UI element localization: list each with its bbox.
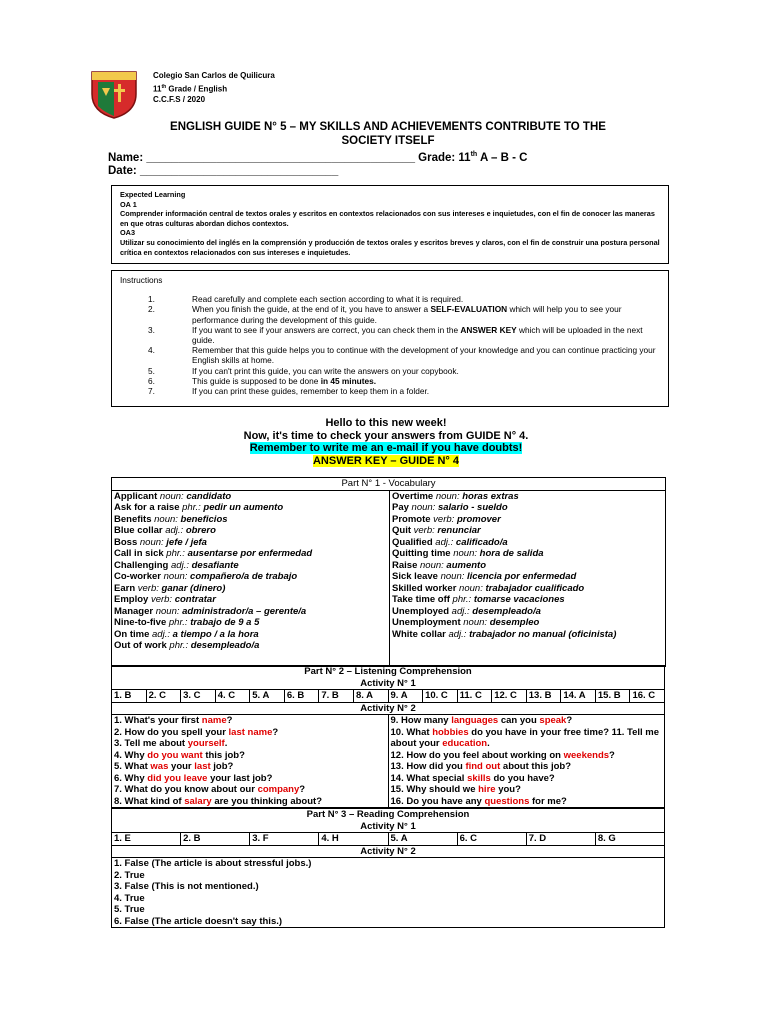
- vocab-word: Qualified: [392, 536, 433, 548]
- vocab-word: Blue collar: [114, 525, 163, 536]
- vocab-entry: [114, 502, 387, 514]
- vocab-word: Benefits: [114, 513, 152, 525]
- vocab-pos: adj.:: [149, 628, 173, 640]
- reading-answer: 1. E: [112, 833, 181, 846]
- question-line: 2. How do you spell your last name?: [114, 726, 279, 738]
- instruction-text: Remember that this guide helps you to continue with the development of your knowledge and you can continue practicing your English skills at home.: [192, 345, 656, 366]
- instruction-item: [120, 386, 660, 396]
- vocab-entry: [114, 548, 387, 560]
- reading-answer: 7. D: [526, 833, 595, 846]
- reading-answer: 5. A: [388, 833, 457, 846]
- question-keyword: languages: [451, 715, 499, 726]
- reading-answer-line: 3. False (This is not mentioned.): [114, 881, 259, 892]
- vocab-word: On time: [114, 628, 150, 640]
- vocab-pos: verb:: [411, 525, 438, 536]
- question-keyword: hire: [478, 784, 496, 795]
- vocab-pos: phr.:: [163, 548, 188, 559]
- vocab-pos: adj.:: [162, 525, 186, 536]
- vocab-meaning: contratar: [174, 594, 216, 605]
- vocab-entry: [392, 525, 663, 537]
- question-keyword: do you want: [147, 749, 203, 761]
- question-keyword: questions: [484, 795, 530, 807]
- question-keyword: last: [194, 761, 211, 772]
- vocab-word: Overtime: [392, 490, 434, 502]
- vocab-meaning: jefe / jefa: [166, 536, 207, 548]
- vocab-pos: adj.:: [449, 605, 473, 617]
- vocab-word: Promote: [392, 513, 431, 525]
- vocab-meaning: salario - sueldo: [437, 502, 508, 513]
- listening-answer: 7. B: [319, 690, 354, 703]
- listening-answer: 8. A: [353, 690, 388, 703]
- vocab-pos: adj.:: [445, 628, 470, 640]
- instruction-item: [120, 294, 660, 304]
- vocab-meaning: ganar (dinero): [161, 582, 226, 594]
- reading-answer: 3. F: [250, 833, 319, 846]
- vocab-meaning: desempleado/a: [190, 640, 260, 651]
- question-keyword: education: [442, 738, 488, 749]
- vocab-pos: phr.:: [166, 640, 191, 651]
- part3-activity2: Activity N° 2: [112, 845, 665, 858]
- question-line: 3. Tell me about yourself.: [114, 738, 228, 749]
- vocab-pos: noun:: [456, 582, 486, 594]
- vocab-pos: noun:: [450, 548, 480, 559]
- vocab-pos: phr.:: [179, 502, 204, 513]
- instruction-item: [120, 325, 660, 345]
- vocab-pos: verb:: [430, 513, 457, 525]
- vocab-meaning: promover: [456, 513, 501, 525]
- question-keyword: was: [150, 761, 169, 772]
- vocab-meaning: trabajador cualificado: [485, 582, 585, 594]
- vocab-pos: noun:: [437, 571, 468, 582]
- question-line: 4. Why do you want this job?: [114, 749, 245, 761]
- vocab-meaning: desafiante: [191, 559, 239, 571]
- vocab-meaning: licencia por enfermedad: [467, 571, 577, 582]
- vocab-entry: [392, 548, 663, 560]
- question-line: 9. How many languages can you speak?: [390, 715, 573, 726]
- vocab-pos: noun:: [137, 536, 167, 548]
- part2-title: Part N° 2 – Listening Comprehension: [112, 666, 665, 678]
- vocab-pos: adj.:: [432, 536, 456, 548]
- greeting-line-2: Now, it's time to check your answers from GUIDE N° 4.: [243, 429, 529, 442]
- vocab-meaning: pedir un aumento: [203, 502, 284, 513]
- listening-answer: 16. C: [630, 690, 665, 703]
- vocab-entry: [114, 514, 387, 526]
- vocab-pos: noun:: [408, 502, 438, 513]
- vocab-word: Skilled worker: [392, 582, 457, 594]
- vocab-pos: noun:: [460, 617, 490, 628]
- vocab-entry: [114, 583, 387, 595]
- vocab-word: Unemployed: [392, 605, 450, 617]
- listening-answer: 15. B: [595, 690, 630, 703]
- instruction-text: If you can't print this guide, you can write the answers on your copybook.: [192, 365, 459, 376]
- part3-activity1: Activity N° 1: [112, 821, 665, 833]
- instruction-item: [120, 345, 660, 365]
- vocab-entry: [392, 537, 663, 549]
- question-line: 12. How do you feel about working on weekends?: [390, 749, 615, 761]
- greeting-line-3: Remember to write me an e-mail if you have doubts!: [249, 442, 523, 454]
- vocab-meaning: renunciar: [437, 525, 481, 536]
- date-line: Date: _______________________________: [108, 164, 339, 177]
- question-keyword: skills: [467, 772, 491, 784]
- question-line: 14. What special skills do you have?: [390, 772, 555, 784]
- vocab-entry: [392, 502, 663, 514]
- vocab-word: Nine-to-five: [114, 617, 167, 628]
- instruction-item: [120, 376, 660, 386]
- listening-answer: 5. A: [250, 690, 285, 703]
- question-line: 5. What was your last job?: [114, 761, 234, 772]
- listening-questions-left: [112, 715, 389, 808]
- vocab-pos: adj.:: [168, 559, 192, 571]
- vocab-word: Quitting time: [392, 548, 451, 559]
- vocab-word: Out of work: [114, 640, 167, 651]
- vocab-pos: verb:: [148, 594, 175, 605]
- vocab-entry: [392, 514, 663, 526]
- instruction-number: 4.: [148, 345, 155, 356]
- vocab-meaning: aumento: [446, 559, 487, 571]
- name-grade-line: Name: __________________________________________ Grade: 11th A – B - C: [108, 151, 528, 164]
- vocab-meaning: ausentarse por enfermedad: [187, 548, 313, 559]
- question-keyword: yourself: [187, 738, 225, 749]
- vocab-word: Ask for a raise: [114, 502, 180, 513]
- vocab-word: Take time off: [392, 594, 450, 605]
- reading-answer-line: 1. False (The article is about stressful jobs.): [114, 858, 312, 869]
- vocab-entry: [392, 571, 663, 583]
- question-keyword: weekends: [563, 749, 610, 761]
- question-keyword: hobbies: [432, 726, 469, 738]
- student-info: [108, 148, 527, 178]
- expected-heading: Expected Learning: [120, 190, 186, 199]
- listening-answer: 3. C: [181, 690, 216, 703]
- question-line: 6. Why did you leave your last job?: [114, 772, 273, 784]
- vocab-meaning: desempleado/a: [472, 605, 541, 617]
- school-header: [153, 71, 275, 105]
- oa3-label: OA3: [120, 228, 136, 238]
- vocab-entry: [392, 617, 663, 629]
- instructions-list: [120, 294, 660, 396]
- question-line: 13. How did you find out about this job?: [390, 761, 571, 772]
- vocab-entry: [114, 525, 387, 537]
- question-line: 8. What kind of salary are you thinking about?: [114, 795, 322, 807]
- vocab-entry: [392, 583, 663, 595]
- vocab-meaning: candidato: [186, 490, 232, 502]
- instructions-heading: Instructions: [120, 275, 163, 285]
- vocab-meaning: trabajo de 9 a 5: [190, 617, 260, 628]
- vocab-pos: noun:: [151, 513, 181, 525]
- instruction-text: If you want to see if your answers are correct, you can check them in the ANSWER KEY which will be uploaded in the next guide.: [192, 324, 643, 346]
- listening-questions-right: [388, 715, 665, 808]
- reading-answers-row: [112, 833, 665, 846]
- vocab-entry: [114, 606, 387, 618]
- oa1-text: Comprender información central de textos orales y escritos en contextos relacionados con sus intereses e inquietudes, con el fin de conocer las maneras en que otras culturas abordan dichos contextos.: [120, 209, 655, 228]
- instruction-item: [120, 366, 660, 376]
- instruction-number: 6.: [148, 375, 155, 386]
- reading-answer-line: 4. True: [114, 892, 145, 904]
- vocab-meaning: a tiempo / a la hora: [172, 628, 259, 640]
- reading-answer: 2. B: [181, 833, 250, 846]
- question-keyword: salary: [184, 795, 212, 807]
- vocab-entry: [392, 560, 663, 572]
- reading-answer-line: 5. True: [114, 904, 145, 915]
- listening-answer: 1. B: [112, 690, 147, 703]
- vocab-pos: verb:: [135, 582, 162, 594]
- greeting-line-1: Hello to this new week!: [325, 417, 447, 429]
- instruction-emphasis: in 45 minutes.: [320, 375, 377, 386]
- vocab-meaning: tomarse vacaciones: [473, 594, 565, 605]
- vocab-word: Manager: [114, 605, 154, 617]
- instruction-number: 7.: [148, 386, 155, 397]
- vocab-pos: phr.:: [166, 617, 191, 628]
- question-keyword: last name: [228, 726, 273, 738]
- question-line: 10. What hobbies do you have in your free time? 11. Tell me about your education.: [390, 726, 660, 749]
- reading-answer: 8. G: [595, 833, 664, 846]
- vocab-meaning: compañero/a de trabajo: [190, 571, 298, 582]
- question-keyword: did you leave: [147, 772, 208, 784]
- listening-answer: 12. C: [492, 690, 527, 703]
- vocab-word: Applicant: [114, 490, 158, 502]
- vocab-word: Boss: [114, 536, 138, 548]
- grade-subject: 11th Grade / English: [153, 83, 228, 94]
- question-keyword: company: [257, 784, 300, 795]
- instruction-text: When you finish the guide, at the end of it, you have to answer a SELF-EVALUATION which will help you to see your performance during the development of this guide.: [192, 304, 622, 325]
- vocab-word: Earn: [114, 582, 136, 594]
- listening-table: [111, 665, 665, 808]
- instruction-emphasis: SELF-EVALUATION: [430, 304, 508, 315]
- part3-title: Part N° 3 – Reading Comprehension: [112, 809, 665, 821]
- vocab-entry: [392, 629, 663, 641]
- listening-answer: 10. C: [423, 690, 458, 703]
- vocab-word: Pay: [392, 502, 409, 513]
- listening-answer: 9. A: [388, 690, 423, 703]
- question-keyword: find out: [465, 761, 501, 772]
- vocab-meaning: beneficios: [180, 513, 228, 525]
- vocab-pos: noun:: [417, 559, 447, 571]
- instruction-emphasis: ANSWER KEY: [460, 324, 517, 335]
- question-keyword: speak: [539, 715, 567, 726]
- vocab-meaning: horas extras: [462, 490, 519, 502]
- oa1-label: OA 1: [120, 199, 137, 209]
- question-line: 7. What do you know about our company?: [114, 784, 306, 795]
- vocab-pos: noun:: [153, 605, 183, 617]
- vocab-entry: [114, 640, 387, 652]
- reading-answer: 4. H: [319, 833, 388, 846]
- vocabulary-table: [111, 477, 666, 667]
- listening-answer: 13. B: [526, 690, 561, 703]
- vocab-entry: [114, 571, 387, 583]
- oa3-text: Utilizar su conocimiento del inglés en la comprensión y producción de textos orales y escritos breves y claros, con el fin de construir una postura personal crítica en contextos relacionados con sus intereses e inquietudes.: [120, 237, 660, 257]
- reading-table: [111, 808, 665, 928]
- instruction-number: 1.: [148, 294, 155, 305]
- guide-title: ENGLISH GUIDE N° 5 – MY SKILLS AND ACHIEVEMENTS CONTRIBUTE TO THE SOCIETY ITSELF: [170, 121, 606, 147]
- question-keyword: name: [201, 715, 227, 726]
- reading-activity2-answers: [112, 858, 665, 928]
- instruction-text: Read carefully and complete each section according to what it is required.: [192, 294, 464, 305]
- vocab-left-column: [112, 490, 390, 666]
- vocab-entry: [114, 537, 387, 549]
- vocab-pos: phr.:: [449, 594, 474, 605]
- school-logo: [88, 66, 140, 120]
- instruction-item: [120, 304, 660, 324]
- vocab-meaning: hora de salida: [479, 548, 544, 559]
- vocab-meaning: obrero: [185, 525, 216, 536]
- vocab-word: Co-worker: [114, 571, 161, 582]
- vocab-entry: [392, 491, 663, 503]
- listening-answer: 14. A: [561, 690, 596, 703]
- vocab-entry: [114, 617, 387, 629]
- listening-answer: 11. C: [457, 690, 492, 703]
- instruction-number: 2.: [148, 304, 155, 315]
- vocab-word: Quit: [392, 525, 411, 536]
- expected-learning-box: [111, 185, 669, 264]
- vocab-pos: noun:: [160, 571, 191, 582]
- vocab-word: Employ: [114, 594, 149, 605]
- school-code: C.C.F.S / 2020: [153, 94, 206, 104]
- vocab-entry: [114, 560, 387, 572]
- vocab-word: Sick leave: [392, 571, 438, 582]
- instruction-text: This guide is supposed to be done in 45 minutes.: [192, 375, 377, 386]
- vocab-word: Raise: [392, 559, 418, 571]
- vocab-pos: noun:: [433, 490, 463, 502]
- instruction-number: 3.: [148, 324, 155, 335]
- vocab-word: Call in sick: [114, 548, 164, 559]
- vocab-meaning: trabajador no manual (oficinista): [469, 628, 617, 640]
- part2-activity1: Activity N° 1: [112, 678, 665, 690]
- answer-key-title: ANSWER KEY – GUIDE N° 4: [312, 454, 459, 467]
- vocab-entry: [392, 606, 663, 618]
- part2-activity2: Activity N° 2: [112, 702, 665, 715]
- reading-answer: 6. C: [457, 833, 526, 846]
- instruction-number: 5.: [148, 365, 155, 376]
- vocab-entry: [114, 491, 387, 503]
- vocab-word: White collar: [392, 628, 446, 640]
- listening-answer: 4. C: [215, 690, 250, 703]
- vocab-pos: noun:: [157, 490, 187, 502]
- listening-answer: 2. C: [146, 690, 181, 703]
- vocab-right-column: [390, 490, 666, 666]
- vocab-meaning: desempleo: [489, 617, 540, 628]
- question-line: 1. What's your first name?: [114, 715, 233, 726]
- question-line: 16. Do you have any questions for me?: [390, 795, 567, 807]
- listening-answer: 6. B: [284, 690, 319, 703]
- vocab-entry: [392, 594, 663, 606]
- part1-title: Part N° 1 - Vocabulary: [112, 478, 666, 491]
- question-line: 15. Why should we hire you?: [390, 784, 521, 795]
- vocab-word: Challenging: [114, 559, 169, 571]
- vocab-entry: [114, 594, 387, 606]
- reading-answer-line: 6. False (The article doesn't say this.): [114, 915, 283, 927]
- vocab-meaning: administrador/a – gerente/a: [182, 605, 307, 617]
- reading-answer-line: 2. True: [114, 869, 145, 881]
- vocab-meaning: calificado/a: [455, 536, 508, 548]
- school-name: Colegio San Carlos de Quilicura: [153, 71, 275, 80]
- listening-answers-row: [112, 690, 665, 703]
- greeting: [108, 417, 664, 467]
- instruction-text: If you can print these guides, remember to keep them in a folder.: [192, 386, 430, 397]
- vocab-word: Unemployment: [392, 617, 461, 628]
- vocab-entry: [114, 629, 387, 641]
- instructions-box: [111, 270, 669, 407]
